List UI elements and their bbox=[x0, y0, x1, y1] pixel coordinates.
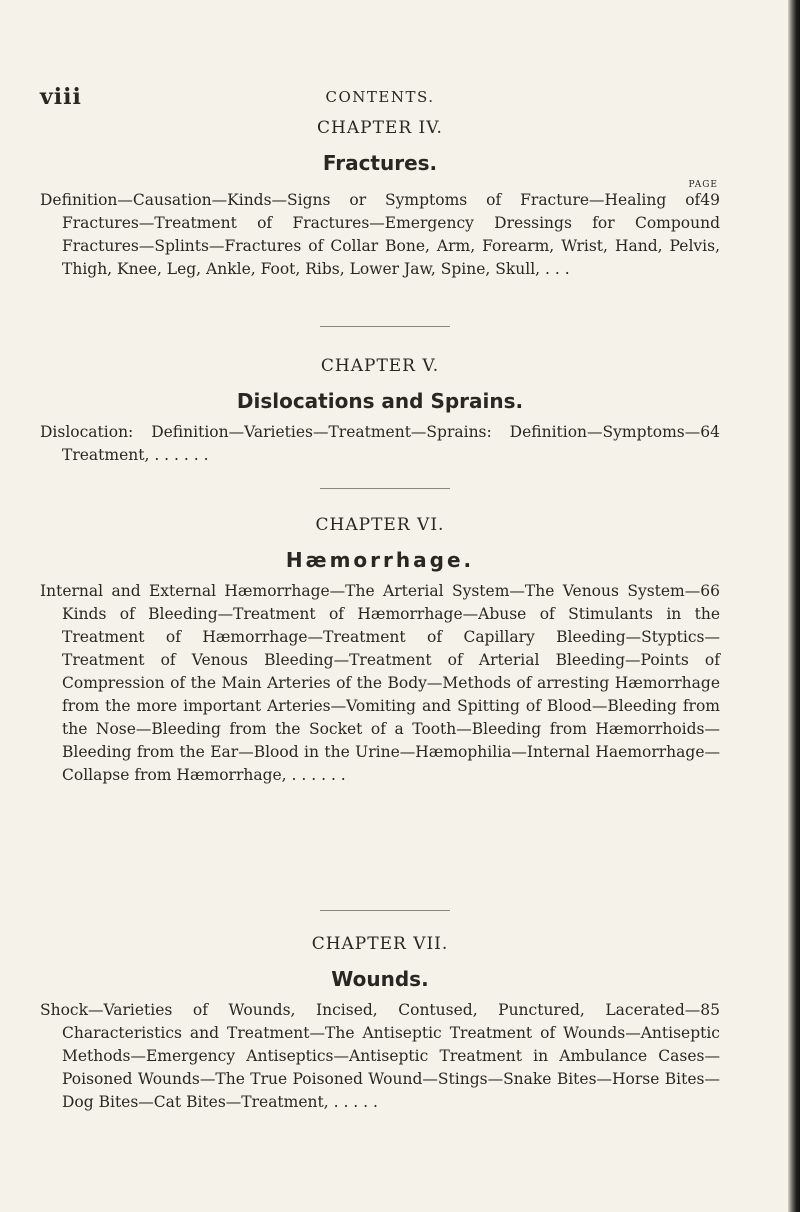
chapter-title: Hæmorrhage. bbox=[285, 548, 475, 572]
entry-page-number: 85 bbox=[700, 1001, 720, 1019]
chapter-title: Fractures. bbox=[322, 151, 438, 175]
chapter-contents-entry bbox=[40, 580, 720, 787]
running-header bbox=[40, 84, 720, 108]
chapter-heading: CHAPTER VII. bbox=[311, 934, 449, 954]
chapter-title: Wounds. bbox=[331, 967, 429, 991]
chapter-title: Dislocations and Sprains. bbox=[236, 389, 524, 413]
entry-text: Internal and External Hæmorrhage—The Arterial System—The Venous System—Kinds of Bleeding—Treatment of Hæmorrhage—Abuse of Stimulants in the Treatment of Hæmorrhage—Treatment of Capillary Bleeding—Styptics—Treatment of Venous Bleeding—Treatment of Arterial Bleeding—Points of Compression of the Main Arteries of the Body—Methods of arresting Hæmorrhage from the more important Arteries—Vomiting and Spitting of Blood—Bleeding from the Nose—Bleeding from the Socket of a Tooth—Bleeding from Hæmorrhoids—Bleeding from the Ear—Blood in the Urine—Hæmophilia—Internal Haemorrhage—Collapse from Hæmorrhage, . . . . . . bbox=[40, 582, 720, 784]
entry-text: Definition—Causation—Kinds—Signs or Symptoms of Fracture—Healing of Fractures—Treatment of Fractures—Emergency Dressings for Compound Fractures—Splints—Fractures of Collar Bone, Arm, Forearm, Wrist, Hand, Pelvis, Thigh, Knee, Leg, Ankle, Foot, Ribs, Lower Jaw, Spine, Skull, . . . bbox=[40, 191, 720, 278]
page-number: viii bbox=[40, 84, 82, 110]
chapter-heading: CHAPTER IV. bbox=[317, 118, 443, 138]
chapter-5 bbox=[40, 356, 720, 467]
entry-text: Dislocation: Definition—Varieties—Treatment—Sprains: Definition—Symptoms—Treatment, . . . . . . bbox=[40, 423, 701, 464]
entry-page-number: 64 bbox=[700, 423, 720, 441]
section-divider bbox=[320, 488, 450, 489]
chapter-6 bbox=[40, 515, 720, 787]
chapter-4 bbox=[40, 118, 720, 281]
chapter-7 bbox=[40, 934, 720, 1114]
chapter-contents-entry bbox=[40, 999, 720, 1114]
entry-page-number: 49 bbox=[700, 191, 720, 209]
chapter-heading: CHAPTER VI. bbox=[315, 515, 445, 535]
chapter-contents-entry bbox=[40, 189, 720, 281]
running-title: CONTENTS. bbox=[325, 88, 435, 106]
chapter-heading: CHAPTER V. bbox=[320, 356, 440, 376]
book-binding-edge bbox=[788, 0, 800, 1212]
chapter-contents-entry bbox=[40, 421, 720, 467]
section-divider bbox=[320, 326, 450, 327]
section-divider bbox=[320, 910, 450, 911]
entry-text: Shock—Varieties of Wounds, Incised, Contused, Punctured, Lacerated—Characteristics and Treatment—The Antiseptic Treatment of Wounds—Antiseptic Methods—Emergency Antiseptics—Antiseptic Treatment in Ambulance Cases—Poisoned Wounds—The True Poisoned Wound—Stings—Snake Bites—Horse Bites—Dog Bites—Cat Bites—Treatment, . . . . . bbox=[40, 1001, 720, 1111]
entry-page-number: 66 bbox=[700, 582, 720, 600]
page-column-label: PAGE bbox=[688, 180, 718, 190]
